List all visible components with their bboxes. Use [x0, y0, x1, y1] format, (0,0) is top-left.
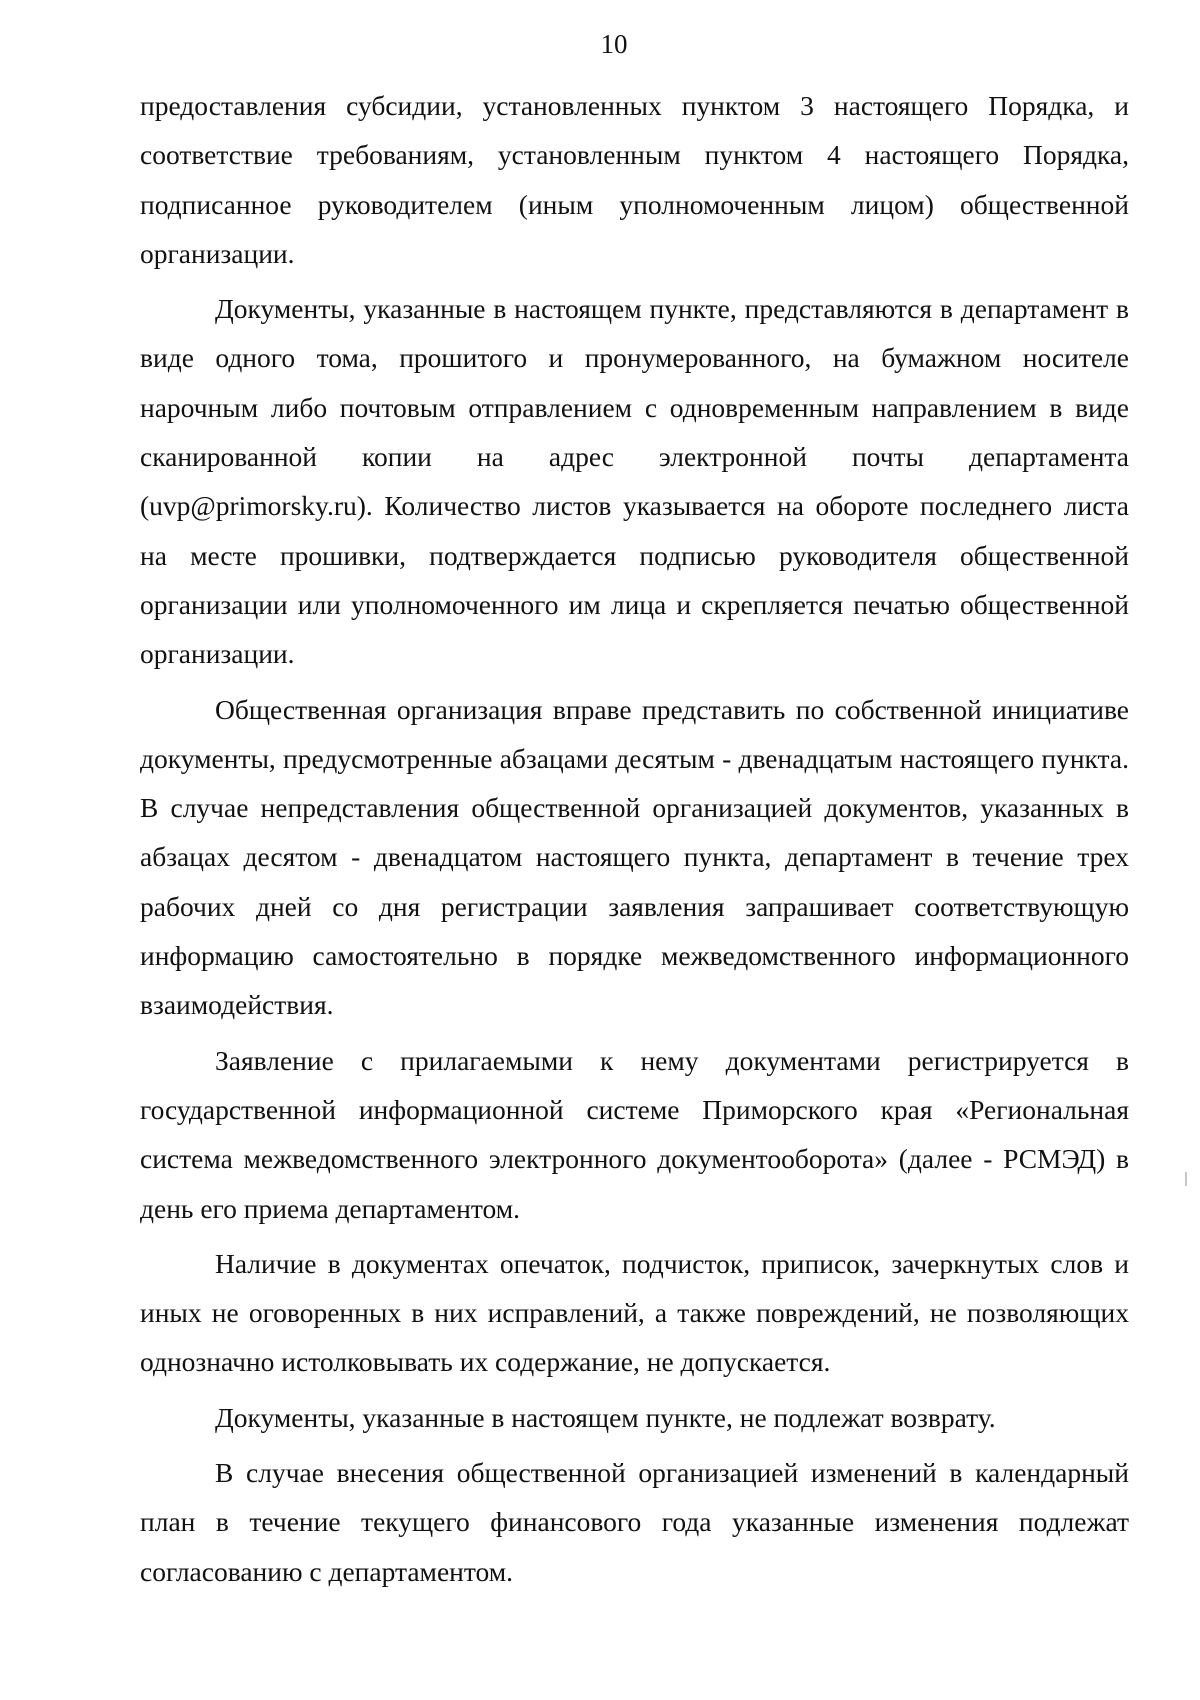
paragraph-calendar-plan-changes: В случае внесения общественной организацией изменений в календарный план в течение текущего финансового года указанные изменения подлежат согласованию с департаментом. [140, 1457, 1129, 1587]
paragraph-continuation: предоставления субсидии, установленных пунктом 3 настоящего Порядка, и соответствие требованиям, установленным пунктом 4 настоящего Порядка, подписанное руководителем (иным уполномоченным лицом) общественной организации. [140, 90, 1129, 269]
paragraph-registration: Заявление с прилагаемыми к нему документами регистрируется в государственной информационной системе Приморского края «Региональная система межведомственного электронного документооборота» (далее - РСМЭД) в день его приема департаментом. [140, 1044, 1129, 1224]
paragraph-own-initiative-documents: Общественная организация вправе представить по собственной инициативе документы, предусмотренные абзацами десятым - двенадцатым настоящего пункта. В случае непредставления общественной организацией документов, указанных в абзацах десятом - двенадцатом настоящего пункта, департамент в течение трех рабочих дней со дня регистрации заявления запрашивает соответствующую информацию самостоятельно в порядке межведомственного информационного взаимодействия. [140, 693, 1129, 1021]
document-body [140, 81, 1129, 1596]
paragraph-corrections-not-allowed: Наличие в документах опечаток, подчисток, приписок, зачеркнутых слов и иных не оговоренных в них исправлений, а также повреждений, не позволяющих однозначно истолковывать их содержание, не допускается. [140, 1247, 1129, 1378]
scan-artifact [1185, 1172, 1187, 1186]
paragraph-submission-documents: Документы, указанные в настоящем пункте, представляются в департамент в виде одного тома, прошитого и пронумерованного, на бумажном носителе нарочным либо почтовым отправлением с одновременным направлением в виде сканированной копии на адрес электронной почты департамента (uvp@primorsky.ru). Количество листов указывается на обороте последнего листа на месте прошивки, подтверждается подписью руководителя общественной организации или уполномоченного им лица и скрепляется печатью общественной организации. [140, 293, 1129, 670]
paragraph-no-return: Документы, указанные в настоящем пункте, не подлежат возврату. [215, 1401, 996, 1433]
page-number: 10 [600, 29, 628, 59]
